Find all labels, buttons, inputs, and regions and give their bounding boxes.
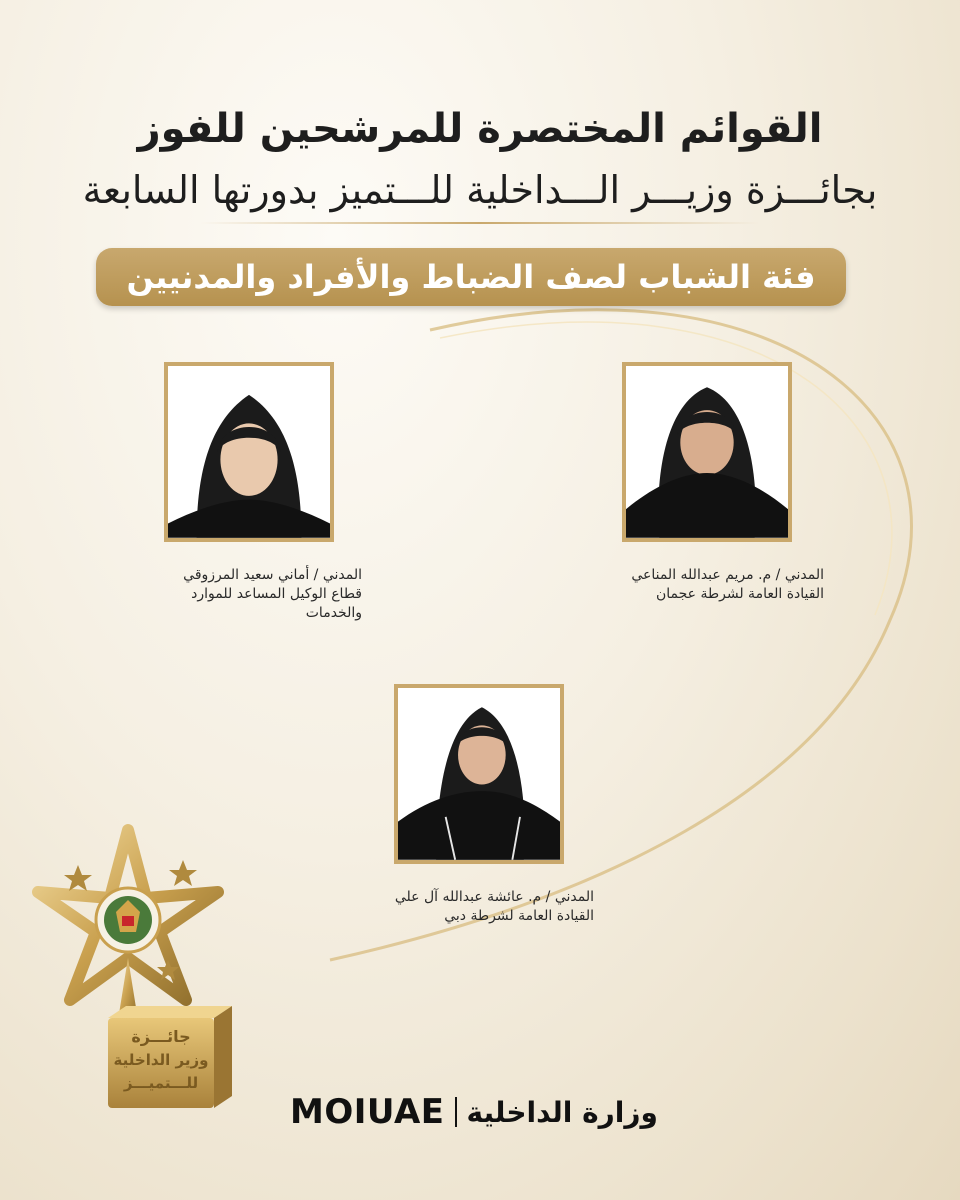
candidate-photo-1 <box>164 362 334 542</box>
brand-latin: MOIUAE <box>290 1092 445 1132</box>
candidate-name: المدني / م. مريم عبدالله المناعي <box>631 567 824 583</box>
brand-separator <box>455 1097 457 1127</box>
brand-arabic: وزارة الداخلية <box>466 1095 658 1129</box>
candidate-caption-2 <box>574 566 824 604</box>
candidate-org: القيادة العامة لشرطة دبي <box>444 908 594 924</box>
portrait-icon <box>398 688 560 860</box>
page-title: القوائم المختصرة للمرشحين للفوز <box>137 106 823 152</box>
candidate-photo-3 <box>394 684 564 864</box>
candidate-name: المدني / م. عائشة عبدالله آل علي <box>394 889 594 905</box>
award-star-emblem-icon <box>18 820 238 1120</box>
candidate-name: المدني / أماني سعيد المرزوقي <box>183 567 362 583</box>
candidate-photo-2 <box>622 362 792 542</box>
footer-brand <box>290 1090 658 1134</box>
emblem-text-2: وزير الداخلية <box>113 1051 209 1069</box>
candidate-org: القيادة العامة لشرطة عجمان <box>656 586 824 602</box>
candidate-caption-3 <box>344 888 594 926</box>
candidate-org-cont: والخدمات <box>305 605 362 621</box>
candidate-caption-1 <box>112 566 362 623</box>
candidate-org: قطاع الوكيل المساعد للموارد <box>191 586 362 602</box>
title-divider <box>200 222 760 224</box>
category-banner-label: فئة الشباب لصف الضباط والأفراد والمدنيين <box>126 258 816 296</box>
emblem-text-1: جائـــزة <box>131 1027 191 1046</box>
emblem-text-3: للـــتميـــز <box>123 1074 199 1092</box>
page-subtitle: بجائـــزة وزيـــر الـــداخلية للـــتميز بدورتها السابعة <box>82 168 878 212</box>
portrait-icon <box>626 366 788 538</box>
portrait-icon <box>168 366 330 538</box>
category-banner <box>96 248 846 306</box>
